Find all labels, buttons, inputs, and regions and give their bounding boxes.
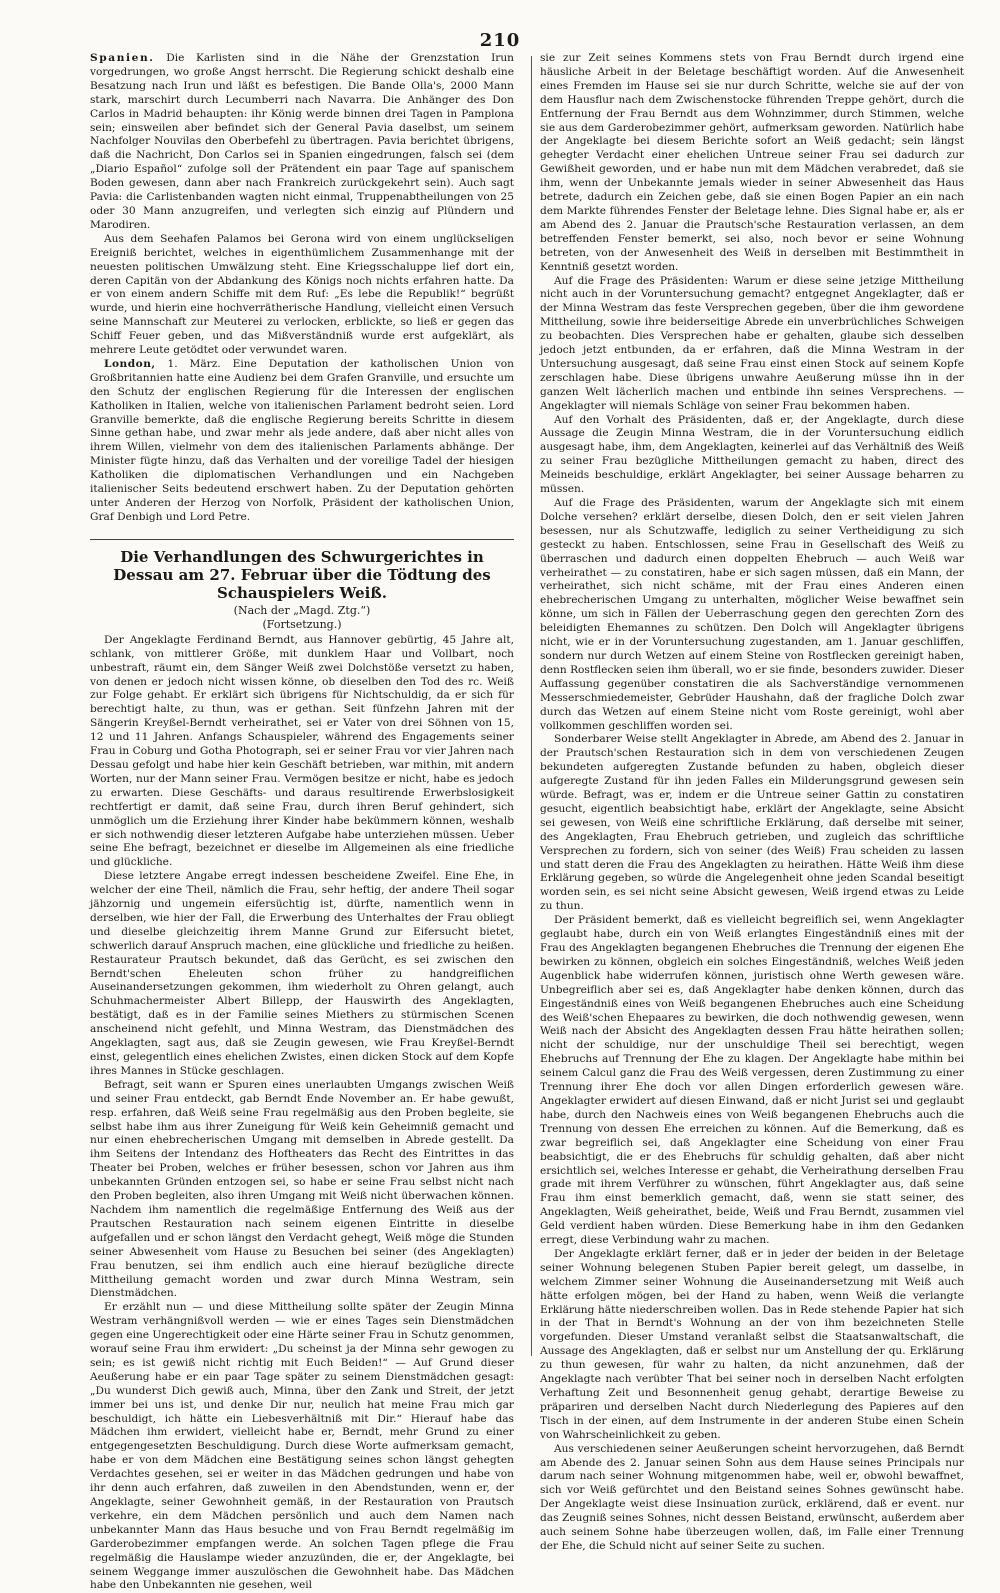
article-paragraph-2: Diese letztere Angabe erregt indessen bescheidene Zweifel. Eine Ehe, in welcher der eine Theil, nämlich die Frau, sehr heftig, der andere Theil sogar jähzornig und ungemein eifersüchtig ist, dürfte, namentlich wenn in derselben, wie hier der Fall, die Erwerbung des Unterhaltes der Frau obliegt und dieselbe gleichzeitig ihrem Manne Grund zur Eifersucht bietet, schwerlich darauf Anspruch machen, eine glückliche und friedliche zu heißen. Restaurateur Prautsch bekundet, daß das Gerücht, es sei zwischen den Berndt'schen Eheleuten schon früher zu handgreiflichen Auseinandersetzungen gekommen, ihm wiederholt zu Ohren gelangt, auch Schuhmachermeister Albert Billepp, der Hauswirth des Angeklagten, bestätigt, daß es in der Familie seines Miethers zu stürmischen Scenen anscheinend nicht gefehlt, und Minna Westram, das Dienstmädchen des Angeklagten, sagt aus, daß sie Zeugin gewesen, wie Frau Kreyßel-Berndt einst, gelegentlich eines ehelichen Zwistes, einen dicken Stock auf dem Kopfe ihres Mannes in Stücke geschlagen. xyxy=(90,870,514,1077)
spain-text-1: Die Karlisten sind in die Nähe der Grenzstation Irun vorgedrungen, wo große Angst herrscht. Die Regierung schickt deshalb eine Besatzung nach Irun und läßt es befestigen. Die Bande Olla's, 2000 Mann stark, marschirt durch Lecumberri nach Navarra. Die Anhänger des Don Carlos in Madrid behaupten: ihr König werde binnen drei Tagen in Pamplona sein; einsweilen aber befindet sich der General Pavia daselbst, um seinem Nachfolger Nouvilas den Oberbefehl zu übertragen. Pavia berichtet übrigens, daß die Nachricht, Don Carlos sei in Spanien eingedrungen, falsch sei (dem „Diario Español“ zufolge soll der Prätendent ein paar Tage auf spanischem Boden gewesen, dann aber nach Frankreich zurückgekehrt sein). Auch sagt Pavia: die Carlistenbanden wagten nicht einmal, Truppenabtheilungen von 25 oder 30 Mann anzugreifen, und verlegten sich einzig auf Plündern und Marodiren. xyxy=(90,52,514,231)
article-paragraph-5: sie zur Zeit seines Kommens stets von Frau Berndt durch irgend eine häusliche Arbeit in der Beletage beschäftigt worden. Auf die Anwesenheit eines Fremden im Hause sei sie nur durch Schritte, welche sie auf der von dem Hausflur nach dem Zwischenstocke führenden Treppe gehört, durch die Entfernung der Frau Berndt aus dem Wohnzimmer, durch Stimmen, welche sie aus dem Garderobezimmer gehört, aufmerksam geworden. Natürlich habe der Angeklagte bei diesem Berichte sofort an Weiß gedacht; sein längst gehegter Verdacht einer ehelichen Untreue seiner Frau sei dadurch zur Gewißheit geworden, und er habe nun mit dem Mädchen verabredet, daß sie ihm, wenn der Unbekannte jemals wieder in seiner Abwesenheit das Haus betrete, dadurch ein Zeichen gebe, daß sie einen Bogen Papier an ein nach dem Markte führendes Fenster der Beletage lehne. Dies Signal habe er, als er am Abend des 2. Januar die Prautsch'sche Restauration verlassen, an dem betreffenden Fenster bemerkt, sei also, noch bevor er seine Wohnung betreten, von der Anwesenheit des Weiß in derselben mit Bestimmtheit in Kenntniß gesetzt worden. xyxy=(540,52,964,273)
spain-dateline: Spanien. xyxy=(90,52,155,64)
article-paragraph-11: Der Angeklagte erklärt ferner, daß er in jeder der beiden in der Beletage seiner Wohnung belegenen Stuben Papier bereit gelegt, um dasselbe, in welchem Zimmer seiner Wohnung die Auseinandersetzung mit Weiß auch hätte erfolgen mögen, bei der Hand zu haben, wenn Weiß die verlangte Erklärung hätte niederschreiben wollen. Das in Rede stehende Papier hat sich in der That in Berndt's Wohnung an der von ihm bezeichneten Stelle vorgefunden. Dieser Umstand veranlaßt selbst die Staatsanwaltschaft, die Aussage des Angeklagten, daß er selbst nur um Anstellung der qu. Erklärung zu thun gewesen, für wahr zu halten, da nicht anzunehmen, daß der Angeklagte nach verübter That bei seiner noch in derselben Nacht erfolgten Verhaftung Zeit und Besonnenheit genug gehabt, derartige Beweise zu präpariren und derselben Nacht durch Niederlegung des Papieres auf den Tisch in der einen, auf dem Instrumente in der anderen Stube einen Schein von Wahrscheinlichkeit zu geben. xyxy=(540,1247,964,1441)
article-paragraph-10: Der Präsident bemerkt, daß es vielleicht begreiflich sei, wenn Angeklagter geglaubt habe, durch ein von Weiß erlangtes Eingeständniß eines mit der Frau des Angeklagten begangenen Ehebruches die Trennung der eigenen Ehe bewirken zu können, obgleich ein solches Eingeständniß, welches Weiß jeden Augenblick habe widerrufen können, juristisch ohne Werth gewesen wäre. Unbegreiflich aber sei es, daß Angeklagter habe denken können, durch das Eingeständniß eines von Weiß begangenen Ehebruches auch eine Scheidung des Weiß'schen Ehepaares zu bewirken, die doch nothwendig gewesen, wenn Weiß nach der Absicht des Angeklagten dessen Frau hätte heirathen sollen; nicht der schuldige, nur der unschuldige Theil sei berechtigt, wegen Ehebruchs auf Trennung der Ehe zu klagen. Der Angeklagte habe mithin bei seinem Calcul ganz die Frau des Weiß vergessen, deren Zustimmung zu einer Trennung ihrer Ehe doch vor allen Dingen erforderlich gewesen wäre. Angeklagter erwidert auf diesen Einwand, daß er nicht Jurist sei und geglaubt habe, durch den Nachweis eines von Weiß begangenen Ehebruchs auch die Trennung von dessen Ehe erreichen zu können. Auf die Bemerkung, daß es zwar begreiflich sei, daß Angeklagter eine Scheidung von einer Frau beabsichtigt, die er des Ehebruchs für schuldig gehalten, daß aber nicht ersichtlich sei, welches Interesse er gehabt, die Verheirathung derselben Frau grade mit ihrem Verführer zu wünschen, führt Angeklagter aus, daß seine Frau ihm einst bemerklich gemacht, daß, wenn sie statt seiner, des Angeklagten, Weiß geheirathet, beide, Weiß und Frau Berndt, zusammen viel Geld verdient haben würden. Diese Bemerkung habe in ihm den Gedanken erregt, diese Verbindung wahr zu machen. xyxy=(540,914,964,1247)
spain-paragraph-2: Aus dem Seehafen Palamos bei Gerona wird von einem unglückseligen Ereigniß berichtet, welches in eigenthümlichem Zusammenhange mit der neuesten politischen Umwälzung steht. Eine Kriegsschaluppe lief dort ein, deren Capitän von der Abdankung des Königs noch nichts erfahren hatte. Da er von einem andern Schiffe mit dem Ruf: „Es lebe die Republik!“ begrüßt wurde, und hierin eine hochverrätherische Handlung, vielleicht einen Versuch seine Mannschaft zur Meuterei zu verlocken, erblickte, so ließ er gegen das Schiff Feuer geben, und das Mißverständniß wurde erst aufgeklärt, als mehrere Leute getödtet oder verwundet waren. xyxy=(90,232,514,357)
article-paragraph-12: Aus verschiedenen seiner Aeußerungen scheint hervorzugehen, daß Berndt am Abende des 2. Januar seinen Sohn aus dem Hause seines Principals nur darum nach seiner Wohnung mitgenommen habe, weil er, obwohl bewaffnet, sich vor Weiß gefürchtet und den Beistand seines Sohnes gewünscht habe. Der Angeklagte weist diese Insinuation zurück, erklärend, daß er event. nur das Zeugniß seines Sohnes, nicht dessen Beistand, erwünscht, außerdem aber auch seinem Sohne habe überzeugen wollen, daß, im Falle einer Trennung der Ehe, die Schuld nicht auf seiner Seite zu suchen. xyxy=(540,1442,964,1552)
article-continuation: (Fortsetzung.) xyxy=(262,617,342,631)
london-paragraph xyxy=(90,358,514,525)
article-paragraph-4: Er erzählt nun — und diese Mittheilung sollte später der Zeugin Minna Westram verhängnißvoll werden — wie er eines Tages sein Dienstmädchen gegen eine Ungerechtigkeit oder eine Härte seiner Frau in Schutz genommen, worauf seine Frau ihm erwidert: „Du scheinst ja der Minna sehr gewogen zu sein; es ist gewiß nicht richtig mit Euch Beiden!“ — Auf Grund dieser Aeußerung habe er ein paar Tage später zu seinem Dienstmädchen gesagt: „Du wunderst Dich gewiß auch, Minna, über den Zank und Streit, der jetzt immer bei uns ist, und denke Dir nur, neulich hat meine Frau mich gar beschuldigt, ich hätte ein Liebesverhältniß mit Dir.“ Hierauf habe das Mädchen ihm erwidert, vielleicht habe er, Berndt, mehr Grund zu einer entgegengesetzten Beschuldigung. Durch diese Worte aufmerksam gemacht, habe er von dem Mädchen eine Bestätigung seines schon längst gehegten Verdachtes gesehen, sei er weiter in das Mädchen gedrungen und habe von ihr denn auch erfahren, daß zuweilen in den Abendstunden, wenn er, der Angeklagte, seiner Gewohnheit gemäß, in der Restauration von Prautsch verkehre, ein dem Mädchen persönlich und auch dem Namen nach unbekannter Mann das Haus besuche und von Frau Berndt regelmäßig im Garderobezimmer empfangen werde. An solchen Tagen pflege die Frau regelmäßig die Hauslampe wieder anzuzünden, die er, der Angeklagte, bei seinem Weggange immer auszulöschen die Gewohnheit habe. Das Mädchen habe den Unbekannten nie gesehen, weil xyxy=(90,1301,514,1592)
article-paragraph-8: Auf die Frage des Präsidenten, warum der Angeklagte sich mit einem Dolche versehen? erklärt derselbe, diesen Dolch, den er seit vielen Jahren besessen, nur als Schutzwaffe, lediglich zu seiner Vertheidigung zu sich gesteckt zu haben. Entschlossen, seine Frau in Gesellschaft des Weiß zu überraschen und dadurch einen doppelten Ehebruch — auch Weiß war verheirathet — zu constatiren, habe er sich sagen müssen, daß ein Mann, der verheirathet, sich nicht schäme, mit der Frau eines Anderen einen ehebrecherischen Umgang zu unterhalten, möglicher Weise bewaffnet sein könne, um sich in Fällen der Ueberraschung gegen den gerechten Zorn des beleidigten Ehemannes zu schützen. Den Dolch will Angeklagter übrigens nicht, wie er in der Voruntersuchung zugestanden, am 1. Januar geschliffen, sondern nur durch Wetzen auf einem Steine von Rostflecken gereinigt haben, denn Rostflecken seien ihm überall, wo er sie finde, besonders zuwider. Dieser Auffassung gegenüber constatiren die als Sachverständige vernommenen Messerschmiedemeister, Gebrüder Haushahn, daß der fragliche Dolch zwar durch das Wetzen auf einem Steine nicht vom Roste gereinigt, wohl aber vollkommen geschliffen worden sei. xyxy=(540,497,964,732)
left-column xyxy=(90,52,514,1592)
article-source: (Nach der „Magd. Ztg.“) xyxy=(233,603,371,617)
london-date: 1. März. xyxy=(167,357,221,370)
spain-paragraph-1 xyxy=(90,52,514,233)
article-paragraph-9: Sonderbarer Weise stellt Angeklagter in Abrede, am Abend des 2. Januar in der Prautsch'schen Restauration sich in dem von verschiedenen Zeugen bekundeten aufgeregten Zustande befunden zu haben, obgleich dieser aufgeregte Zustand für ihn jeden Falles ein Milderungsgrund gewesen sein würde. Befragt, was er, indem er die Untreue seiner Gattin zu constatiren gesucht, eigentlich beabsichtigt habe, erklärt der Angeklagte, seine Absicht sei gewesen, von Weiß eine schriftliche Erklärung, daß derselbe mit seiner, des Angeklagten, Frau Ehebruch getrieben, und zugleich das schriftliche Versprechen zu fordern, sich von seiner (des Weiß) Frau scheiden zu lassen und statt deren die Frau des Angeklagten zu heirathen. Hätte Weiß ihm diese Erklärung gegeben, so würde die Angelegenheit ohne jeden Scandal beseitigt worden sein, es sei nicht seine Absicht gewesen, Weiß irgend etwas zu Leide zu thun. xyxy=(540,733,964,913)
article-paragraph-3: Befragt, seit wann er Spuren eines unerlaubten Umgangs zwischen Weiß und seiner Frau entdeckt, gab Berndt Ende November an. Er habe gewußt, resp. erfahren, daß Weiß seine Frau regelmäßig aus den Proben begleite, sie selbst habe ihm aus ihrer Zuneigung für Weiß kein Geheimniß gemacht und nur einen ehebrecherischen Umgang mit demselben in Abrede gestellt. Da ihm Seitens der Intendanz des Hoftheaters das Recht des Eintrittes in das Theater bei Proben, welches er früher besessen, schon vor Jahren aus ihm unbekannten Gründen entzogen sei, so habe er seine Frau selbst nicht nach den Proben begleiten, also ihren Umgang mit Weiß nicht überwachen können. Nachdem ihm namentlich die regelmäßige Entfernung des Weiß aus der Prautschen Restauration nach seinem eigenen Eintritte in dieselbe aufgefallen und er schon längst den Verdacht gehegt, Weiß möge die Stunden seiner Abwesenheit vom Hause zu Besuchen bei seiner (des Angeklagten) Frau benutzen, sei ihm endlich auch eine hierauf bezügliche directe Mittheilung gemacht worden und zwar durch Minna Westram, sein Dienstmädchen. xyxy=(90,1078,514,1300)
right-column xyxy=(540,52,964,1552)
article-paragraph-7: Auf den Vorhalt des Präsidenten, daß er, der Angeklagte, durch diese Aussage die Zeugin Minna Westram, die in der Voruntersuchung eidlich ausgesagt habe, ihm, dem Angeklagten, keinerlei auf das Verhältniß des Weiß zu seiner Frau bezügliche Mittheilungen gemacht zu haben, direct des Meineids beschuldige, erklärt Angeklagter, bei seiner Aussage beharren zu müssen. xyxy=(540,413,964,496)
article-paragraph-1: Der Angeklagte Ferdinand Berndt, aus Hannover gebürtig, 45 Jahre alt, schlank, von mittlerer Größe, mit dunklem Haar und Vollbart, noch unbestraft, räumt ein, dem Sänger Weiß zwei Dolchstöße versetzt zu haben, von denen er jedoch nicht wissen könne, ob dieselben den Tod des rc. Weiß zur Folge gehabt. Er erklärt sich übrigens für Nichtschuldig, da er sich für berechtigt halte, zu thun, was er gethan. Seit fünfzehn Jahren mit der Sängerin Kreyßel-Berndt verheirathet, sei er Vater von drei Söhnen von 15, 12 und 11 Jahren. Anfangs Schauspieler, während des Engagements seiner Frau in Coburg und Gotha Photograph, sei er seiner Frau vor vier Jahren nach Dessau gefolgt und habe hier kein Geschäft betrieben, war mithin, mit andern Worten, nur der Mann seiner Frau. Vermögen besitze er nicht, habe es jedoch zu erwarten. Diese Geschäfts- und daraus resultirende Erwerbslosigkeit rechtfertigt er damit, daß seine Frau, durch ihren Beruf gehindert, sich unmöglich um die Erziehung ihrer Kinder habe bekümmern können, weshalb er sich nothwendig dieser letzteren Aufgabe habe unterziehen müssen. Ueber seine Ehe befragt, bezeichnet er dieselbe im Allgemeinen als eine friedliche und glückliche. xyxy=(90,633,514,869)
column-divider xyxy=(531,56,532,1356)
page-number: 210 xyxy=(479,30,521,51)
london-text: Eine Deputation der katholischen Union von Großbritannien hatte eine Audienz bei dem Grafen Granville, und ersuchte um den Schutz der englischen Regierung für die Interessen der englischen Katholiken in Italien, welche von italienischen Parlament bedroht seien. Lord Granville bemerkte, daß die englische Regierung bereits Schritte in diesem Sinne gethan habe, und zwar mehr als jede andere, daß aber nicht alles von ihrem Willen, vielmehr von dem des italienischen Parlaments abhänge. Der Minister fügte hinzu, daß das Verhalten und der voreilige Tadel der hiesigen Katholiken die diplomatischen Verhandlungen und ein Nachgeben italienischer Seits bedeutend erschwert haben. Zu der Deputation gehörten unter Anderen der Herzog von Norfolk, Präsident der katholischen Union, Graf Denbigh und Lord Petre. xyxy=(90,357,514,523)
article-headline: Die Verhandlungen des Schwurgerichtes in Dessau am 27. Februar über die Tödtung des Schauspielers Weiß. xyxy=(90,539,514,602)
london-dateline: London, xyxy=(104,357,156,370)
article-paragraph-6: Auf die Frage des Präsidenten: Warum er diese seine jetzige Mittheilung nicht auch in der Voruntersuchung gemacht? entgegnet Angeklagter, daß er der Minna Westram das feste Versprechen gegeben, über die ihm gewordene Mittheilung, sowie ihre beiderseitige Abrede ein unverbrüchliches Schweigen zu beobachten. Dies Versprechen habe er gehalten, glaube sich desselben jedoch jetzt entbunden, da er erfahren, daß die Minna Westram in der Untersuchung ausgesagt, daß seine Frau einst einen Stock auf seinem Kopfe zerschlagen habe. Diese übrigens unwahre Aeußerung müsse ihn in der ganzen Welt lächerlich machen und entbinde ihn seines Versprechens. — Angeklagter will niemals Schläge von seiner Frau bekommen haben. xyxy=(540,274,964,412)
